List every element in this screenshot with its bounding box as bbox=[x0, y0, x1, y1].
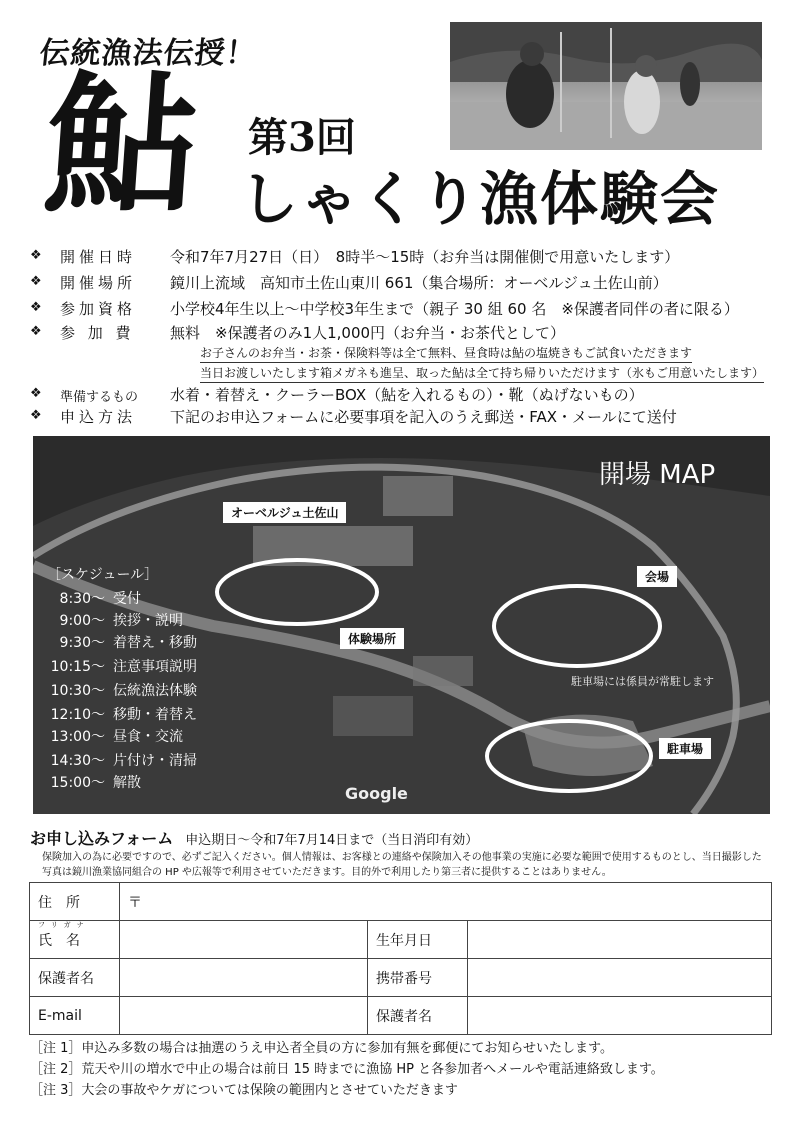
map-label-parking: 駐車場 bbox=[659, 738, 711, 759]
schedule-activity: 注意事項説明 bbox=[113, 659, 197, 675]
footnote: ［注 1］申込み多数の場合は抽選のうえ申込者全員の方に参加有無を郵便にてお知らせいたします。 bbox=[30, 1041, 613, 1056]
guardian-field[interactable] bbox=[120, 959, 368, 997]
address-field[interactable] bbox=[120, 883, 772, 921]
schedule-row bbox=[43, 656, 197, 676]
name-label bbox=[38, 920, 90, 950]
form-title: お申し込みフォーム bbox=[30, 829, 174, 848]
detail-value: 水着・着替え・クーラーBOX（鮎を入れるもの）・靴（ぬげないもの） bbox=[170, 386, 644, 404]
birth-field[interactable] bbox=[468, 921, 772, 959]
schedule-time: 10:30〜 bbox=[50, 683, 105, 699]
diamond-bullet-icon: ❖ bbox=[30, 300, 42, 315]
schedule-row bbox=[43, 632, 197, 652]
email-label: E-mail bbox=[30, 997, 120, 1035]
footnotes bbox=[30, 1038, 664, 1101]
detail-label: 申込方法 bbox=[60, 408, 137, 426]
schedule-time: 8:30〜 bbox=[59, 591, 105, 607]
detail-value: 小学校4年生以上〜中学校3年生まで（親子 30 組 60 名 ※保護者同伴の者に限る） bbox=[170, 300, 739, 318]
name-field[interactable] bbox=[120, 921, 368, 959]
detail-label: 参 加 費 bbox=[60, 324, 135, 342]
edition-label: 第3回 bbox=[248, 114, 356, 161]
form-row-address bbox=[30, 883, 772, 921]
detail-value: 無料 ※保護者のみ1人1,000円（お弁当・お茶代として） bbox=[170, 324, 566, 342]
schedule-activity: 移動・着替え bbox=[113, 707, 197, 723]
form-deadline: 申込期日〜令和7年7月14日まで（当日消印有効） bbox=[185, 833, 479, 848]
map-label-venue: 会場 bbox=[637, 566, 677, 587]
map-label-auberge: オーベルジュ土佐山 bbox=[223, 502, 346, 523]
ayu-big-character: 鮎 bbox=[39, 57, 203, 233]
birth-label: 生年月日 bbox=[368, 921, 468, 959]
email-field[interactable] bbox=[120, 997, 368, 1035]
form-row-guardian bbox=[30, 959, 772, 997]
form-privacy-note: 保険加入の為に必要ですので、必ずご記入ください。個人情報は、お客様との連絡や保険加入その他事業の実施に必要な範囲で使用するものとし、当日撮影した写真は鏡川漁業協同組合の HP や広報等で利用させていただきます。目的外で利用したり第三者に提供することはありません。 bbox=[42, 852, 762, 878]
application-form bbox=[29, 882, 772, 1035]
schedule-row bbox=[43, 726, 183, 746]
phone-field[interactable] bbox=[468, 959, 772, 997]
tagline: 伝統漁法伝授！ bbox=[37, 36, 259, 71]
schedule-time: 9:00〜 bbox=[59, 613, 105, 629]
parking-note: 駐車場には係員が常駐します bbox=[571, 675, 714, 688]
schedule-activity: 着替え・移動 bbox=[113, 635, 197, 651]
schedule-row bbox=[43, 772, 141, 792]
schedule-time: 12:10〜 bbox=[50, 707, 105, 723]
google-watermark: Google bbox=[345, 784, 408, 803]
schedule-title: ［スケジュール］ bbox=[47, 567, 159, 583]
schedule-row bbox=[43, 750, 197, 770]
map-label-experience: 体験場所 bbox=[340, 628, 404, 649]
detail-label: 準備するもの bbox=[60, 390, 139, 405]
diamond-bullet-icon: ❖ bbox=[30, 274, 42, 289]
form-row-name bbox=[30, 921, 772, 959]
name-ruby: フリガナ bbox=[38, 920, 90, 929]
schedule-activity: 伝統漁法体験 bbox=[113, 683, 197, 699]
detail-value: 下記のお申込フォームに必要事項を記入のうえ郵送・FAX・メールにて送付 bbox=[170, 408, 677, 426]
schedule-row bbox=[43, 704, 197, 724]
form-row-email bbox=[30, 997, 772, 1035]
footnote: ［注 3］大会の事故やケガについては保険の範囲内とさせていただきます bbox=[30, 1083, 458, 1098]
diamond-bullet-icon: ❖ bbox=[30, 248, 42, 263]
name-label-text: 氏 名 bbox=[38, 932, 80, 949]
map-title: 開場 MAP bbox=[599, 460, 716, 490]
schedule-time: 15:00〜 bbox=[50, 775, 105, 791]
detail-label: 開催場所 bbox=[60, 274, 137, 292]
form-heading bbox=[30, 826, 478, 849]
schedule-activity: 受付 bbox=[113, 591, 141, 607]
guardian-label: 保護者名 bbox=[30, 959, 120, 997]
schedule-time: 9:30〜 bbox=[59, 635, 105, 651]
schedule-time: 10:15〜 bbox=[50, 659, 105, 675]
diamond-bullet-icon: ❖ bbox=[30, 324, 42, 339]
schedule-activity: 昼食・交流 bbox=[113, 729, 183, 745]
schedule-activity: 解散 bbox=[113, 775, 141, 791]
detail-label: 参加資格 bbox=[60, 300, 137, 318]
footnote: ［注 2］荒天や川の増水で中止の場合は前日 15 時までに漁協 HP と各参加者へメールや電話連絡致します。 bbox=[30, 1062, 664, 1077]
schedule-row bbox=[43, 680, 197, 700]
page-title: しゃくり漁体験会 bbox=[240, 165, 721, 233]
detail-value: 令和7年7月27日（日） 8時半〜15時（お弁当は開催側で用意いたします） bbox=[170, 248, 680, 266]
fishing-photo bbox=[450, 22, 762, 150]
guardian-field-2[interactable] bbox=[468, 997, 772, 1035]
schedule-activity: 片付け・清掃 bbox=[113, 753, 197, 769]
schedule-time: 14:30〜 bbox=[50, 753, 105, 769]
schedule-time: 13:00〜 bbox=[50, 729, 105, 745]
guardian-label-2: 保護者名 bbox=[368, 997, 468, 1035]
schedule-row bbox=[43, 610, 183, 630]
diamond-bullet-icon: ❖ bbox=[30, 386, 42, 401]
phone-label: 携帯番号 bbox=[368, 959, 468, 997]
diamond-bullet-icon: ❖ bbox=[30, 408, 42, 423]
fishing-photo-scene bbox=[450, 22, 762, 150]
name-label-cell bbox=[30, 921, 120, 959]
detail-value: 鏡川上流域 高知市土佐山東川 661（集合場所：オーベルジュ土佐山前） bbox=[170, 274, 668, 292]
fee-note-1: お子さんのお弁当・お茶・保険料等は全て無料、昼食時は鮎の塩焼きもご試食いただきます bbox=[200, 344, 692, 363]
venue-map bbox=[33, 436, 770, 814]
postal-mark: 〒 bbox=[128, 894, 142, 911]
schedule-row bbox=[43, 588, 141, 608]
address-label: 住 所 bbox=[30, 883, 120, 921]
fee-note-2: 当日お渡しいたします箱メガネも進呈、取った鮎は全て持ち帰りいただけます（氷もご用意いたします） bbox=[200, 364, 764, 383]
schedule-activity: 挨拶・説明 bbox=[113, 613, 183, 629]
detail-label: 開催日時 bbox=[60, 248, 137, 266]
